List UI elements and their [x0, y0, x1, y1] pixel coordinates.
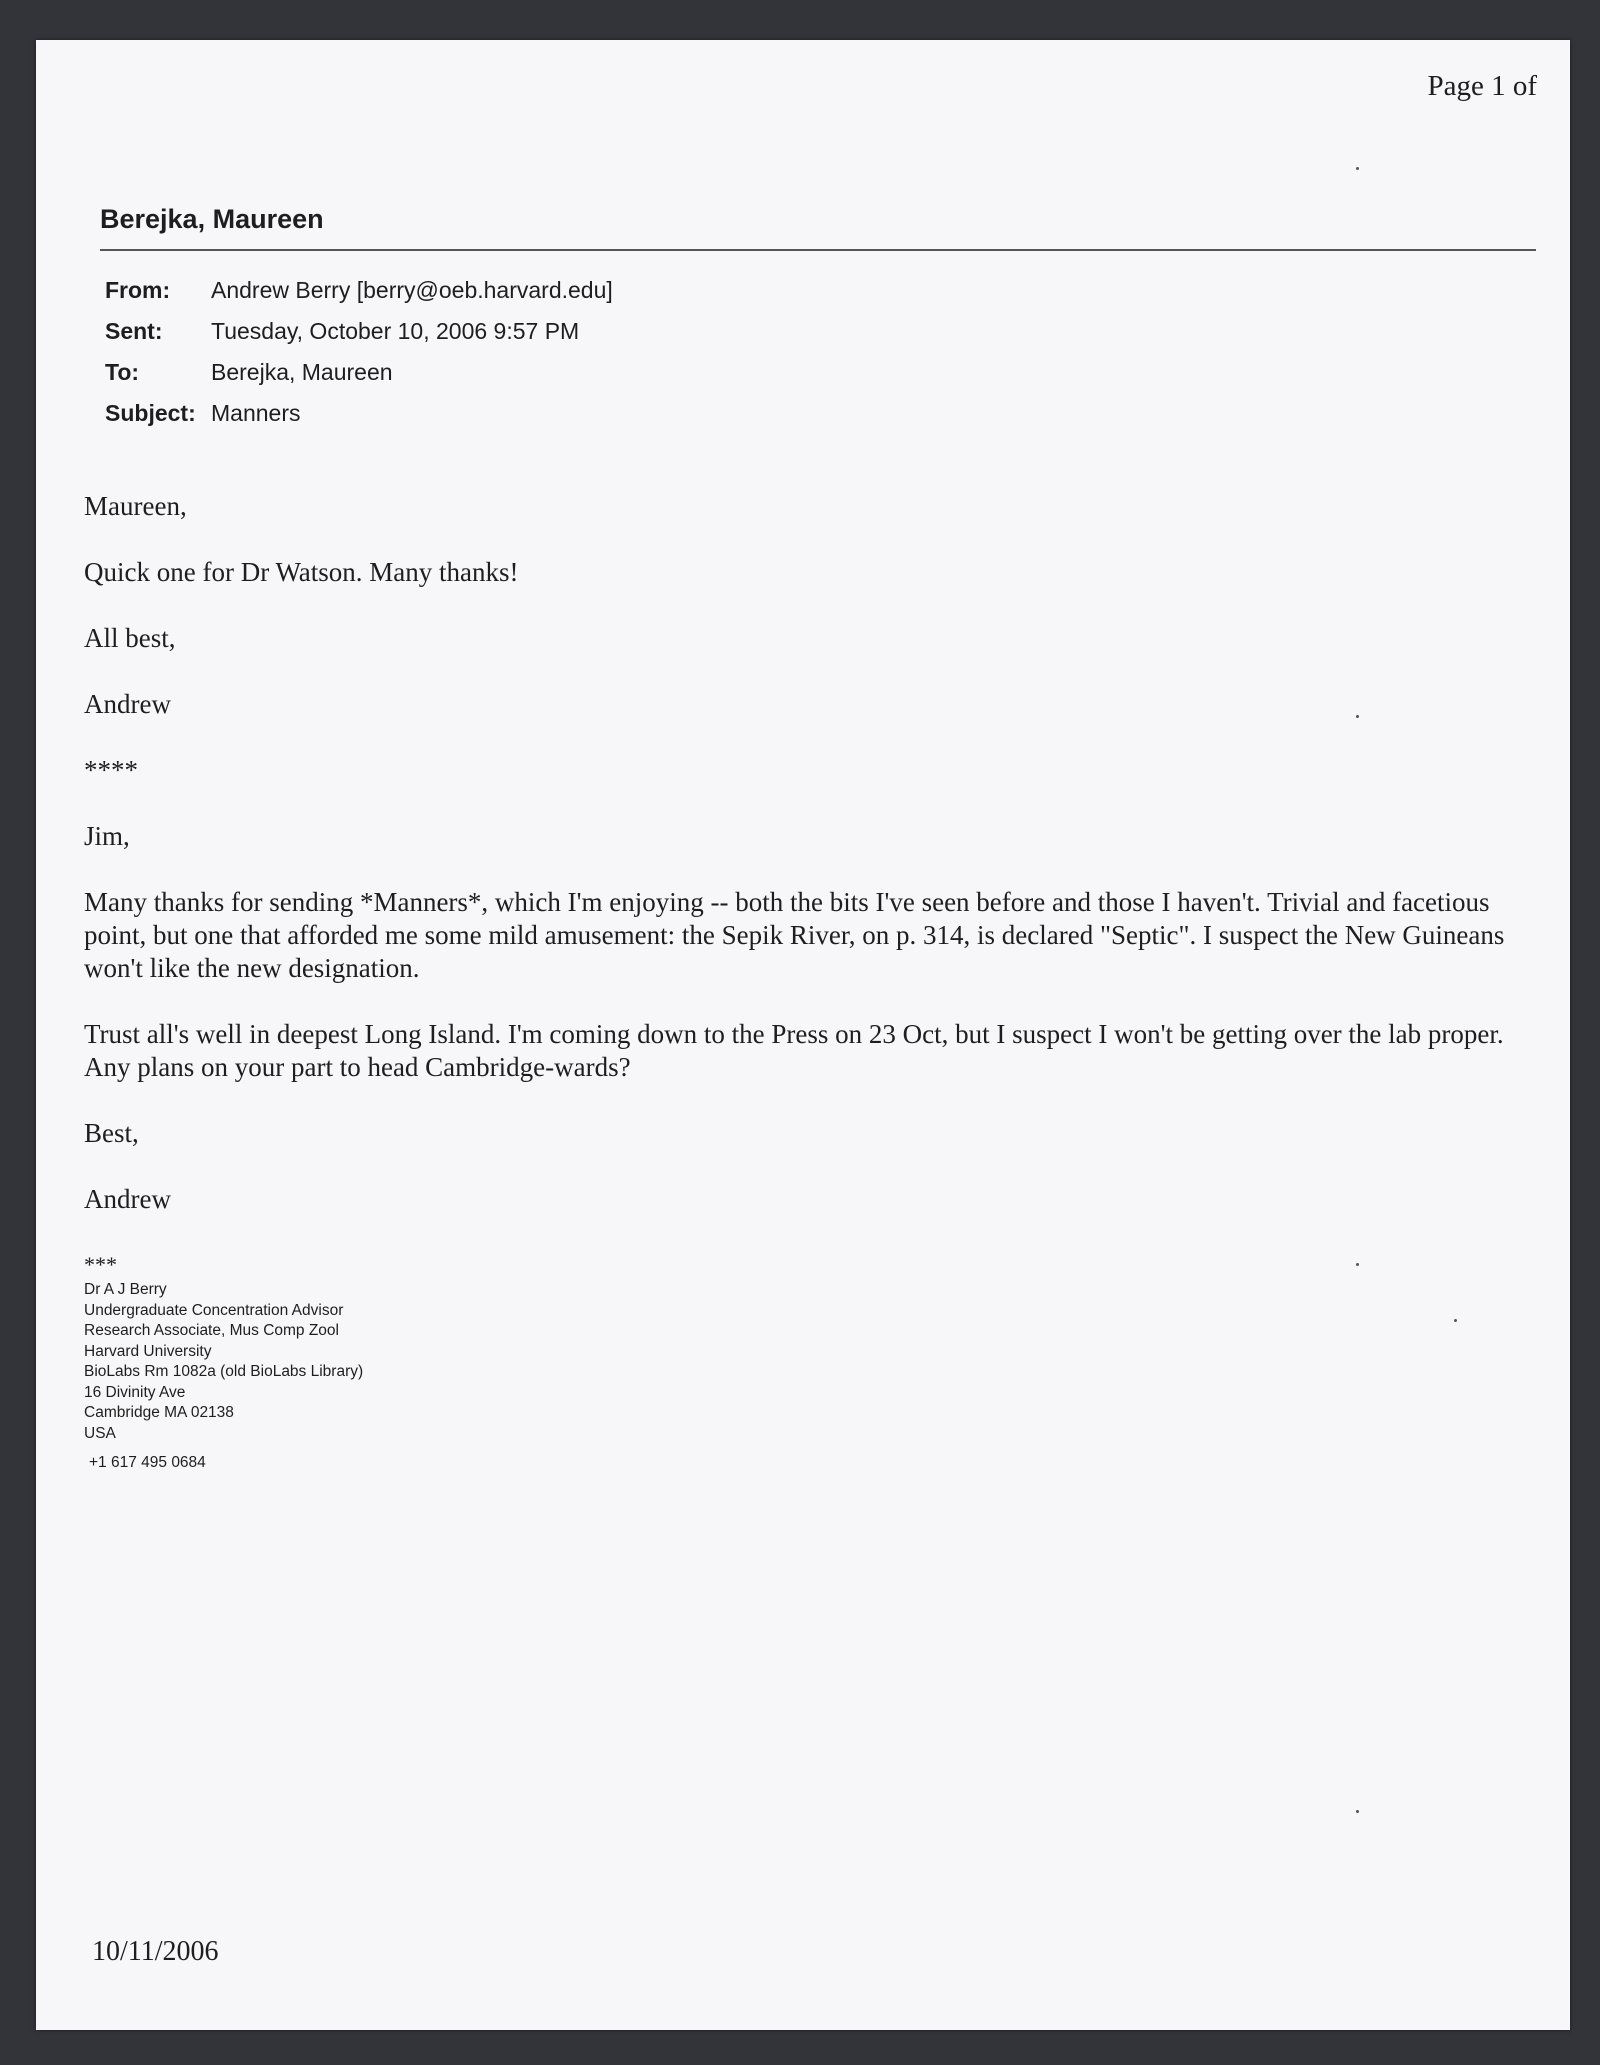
paper-speck: [1356, 1263, 1359, 1266]
header-label-from: From:: [105, 277, 171, 303]
paragraph-long-island: Trust all's well in deepest Long Island. I'm coming down to the Press on 23 Oct, but I suspect I won't be getting over the lab proper. Any plans on your part to head Cambridge-wards?: [84, 1019, 1504, 1082]
email-signature: [84, 1250, 363, 1472]
intro-line: Quick one for Dr Watson. Many thanks!: [84, 557, 519, 587]
signature-line: Cambridge MA 02138: [84, 1404, 234, 1421]
header-label-subject: Subject:: [105, 400, 196, 426]
print-date: 10/11/2006: [92, 1936, 219, 1967]
signature-line: Harvard University: [84, 1342, 212, 1360]
page-number: Page 1 of: [1427, 70, 1537, 102]
sender-name-second: Andrew: [84, 1184, 171, 1214]
signature-phone: +1 617 495 0684: [89, 1454, 206, 1471]
header-sent: [105, 311, 613, 352]
header-value-sent: Tuesday, October 10, 2006 9:57 PM: [211, 318, 580, 344]
mailbox-owner-name: Berejka, Maureen: [100, 204, 324, 234]
sender-name-first: Andrew: [84, 689, 171, 719]
header-from: [105, 270, 613, 311]
signature-line: Undergraduate Concentration Advisor: [84, 1301, 344, 1319]
header-divider: [100, 249, 1536, 251]
email-headers: [105, 270, 613, 434]
paragraph-manners: Many thanks for sending *Manners*, which I'm enjoying -- both the bits I've seen before and those I haven't. Trivial and facetious point, but one that afforded me some mild amusement: the Sepik River, on p. 314, is declared "Septic". I suspect the New Guineans won't like the new designation.: [84, 887, 1505, 983]
header-label-sent: Sent:: [105, 318, 163, 344]
paper-speck: [1356, 715, 1359, 718]
paper-speck: [1454, 1319, 1457, 1322]
header-label-to: To:: [105, 359, 140, 385]
signature-line: 16 Divinity Ave: [84, 1383, 186, 1401]
greeting: Maureen,: [84, 491, 187, 521]
header-subject: [105, 393, 613, 434]
signature-address: [84, 1280, 363, 1444]
signature-line: USA: [84, 1424, 116, 1442]
printed-email-page: [36, 40, 1570, 2030]
email-body: [84, 490, 1554, 1249]
closing-first: All best,: [84, 623, 176, 653]
signature-line: Research Associate, Mus Comp Zool: [84, 1322, 339, 1339]
header-value-to: Berejka, Maureen: [211, 359, 393, 385]
closing-second: Best,: [84, 1118, 139, 1148]
forward-separator: ****: [84, 755, 138, 785]
header-value-subject: Manners: [211, 400, 301, 426]
paper-speck: [1356, 167, 1359, 170]
salutation-jim: Jim,: [84, 821, 130, 851]
header-value-from: Andrew Berry [berry@oeb.harvard.edu]: [211, 277, 613, 303]
paper-speck: [1356, 1810, 1359, 1813]
signature-line: BioLabs Rm 1082a (old BioLabs Library): [84, 1363, 364, 1380]
header-to: [105, 352, 613, 393]
signature-line: Dr A J Berry: [84, 1281, 167, 1298]
signature-stars: ***: [84, 1252, 117, 1277]
